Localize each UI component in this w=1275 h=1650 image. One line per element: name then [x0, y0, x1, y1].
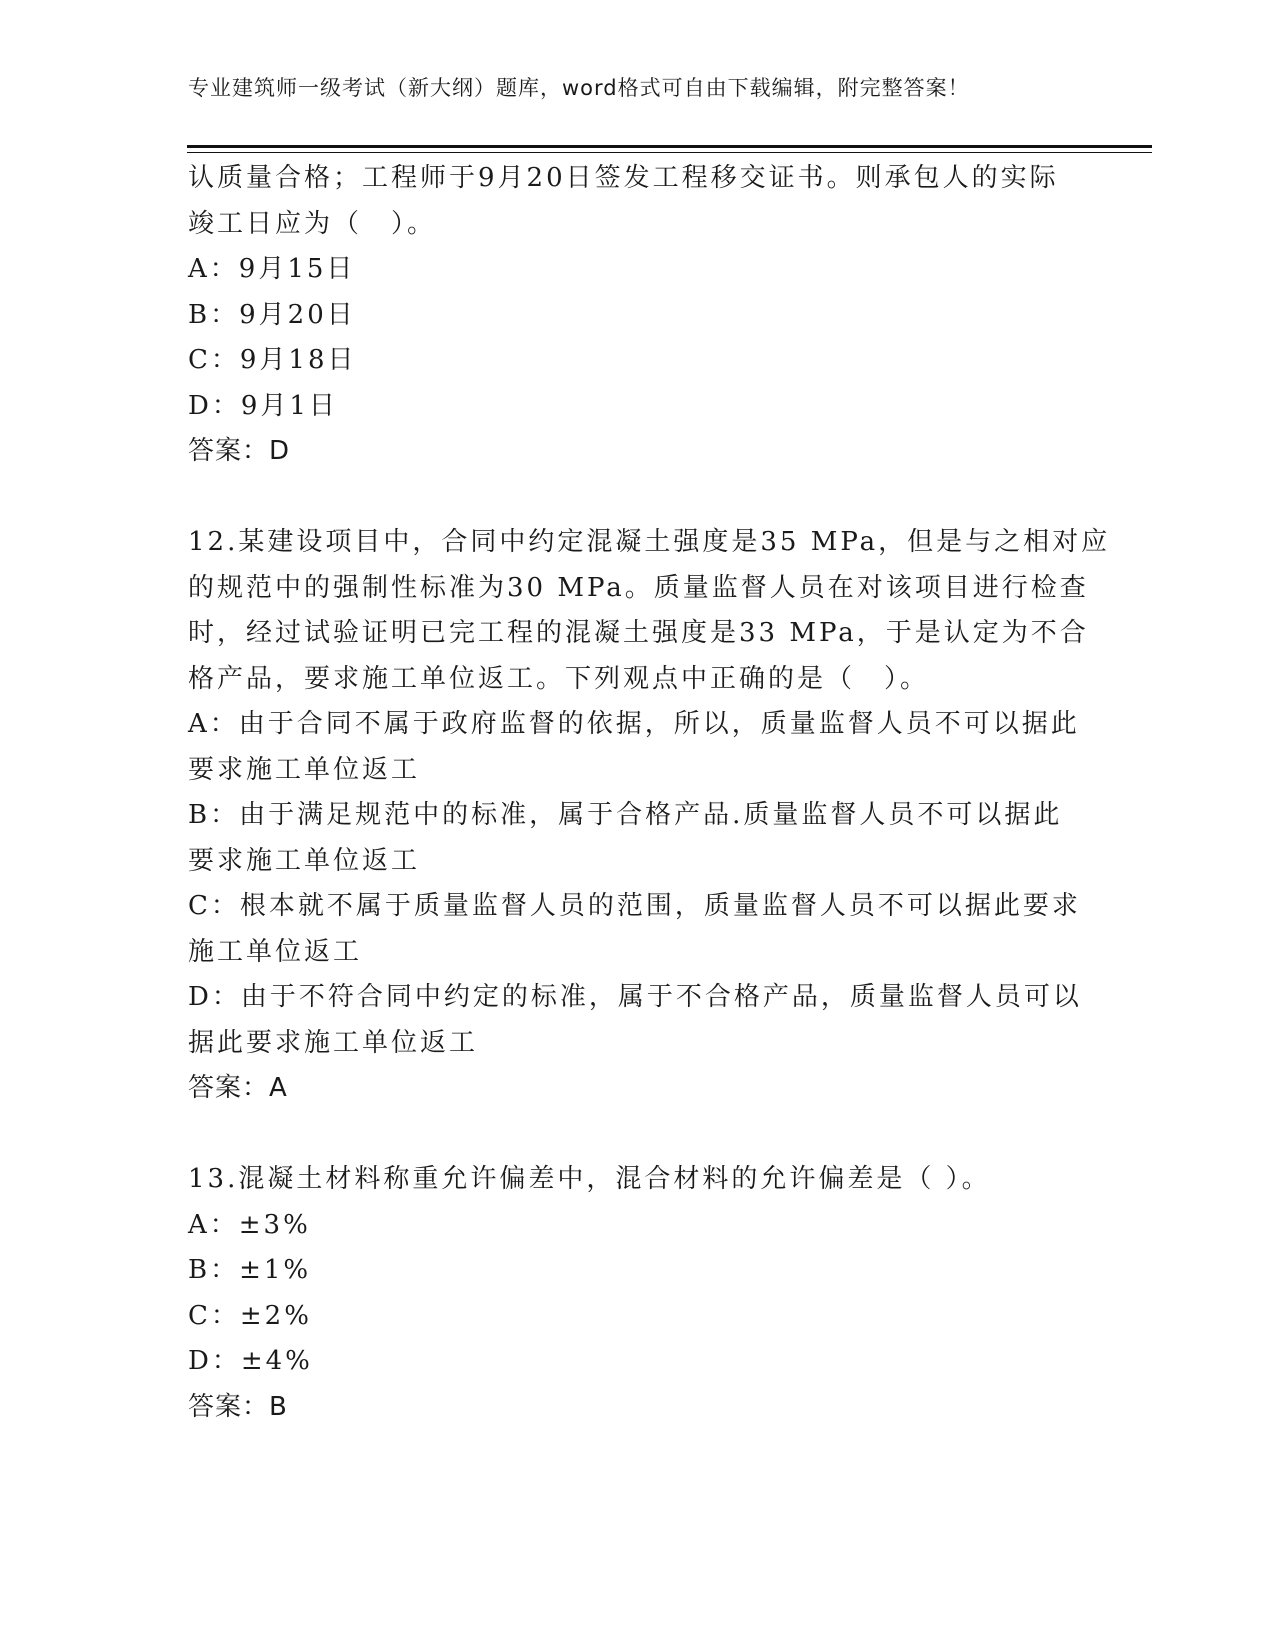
question-12: [188, 520, 1111, 1112]
option-c: C：根本就不属于质量监督人员的范围，质量监督人员不可以据此要求: [188, 891, 1081, 921]
option-b: B：9月20日: [188, 299, 356, 330]
option-d: D：9月1日: [188, 390, 338, 421]
document-body: [188, 156, 1111, 1430]
answer-line: 答案：D: [188, 436, 291, 466]
question-stem-line: 13.混凝土材料称重允许偏差中，混合材料的允许偏差是（ ）。: [188, 1164, 991, 1194]
question-13: [188, 1157, 1088, 1430]
option-c-continued: 施工单位返工: [188, 936, 363, 967]
question-stem-line: 竣工日应为（ ）。: [188, 208, 437, 239]
question-stem-line: 格产品，要求施工单位返工。下列观点中正确的是（ ）。: [188, 663, 930, 694]
question-11: [188, 156, 1088, 475]
option-d-continued: 据此要求施工单位返工: [188, 1027, 479, 1058]
header-rule-thin: [187, 152, 1152, 153]
option-c: C：±2%: [188, 1300, 312, 1331]
option-d: D：±4%: [188, 1346, 313, 1376]
option-b-continued: 要求施工单位返工: [188, 845, 421, 876]
question-spacer: [188, 1112, 1088, 1158]
option-a-continued: 要求施工单位返工: [188, 754, 421, 785]
question-stem-line: 的规范中的强制性标准为30 MPa。质量监督人员在对该项目进行检查: [188, 572, 1089, 603]
option-a: A：±3%: [188, 1209, 311, 1240]
answer-line: 答案：B: [188, 1391, 288, 1422]
header-rule-thick: [187, 145, 1152, 148]
question-stem-line: 12.某建设项目中，合同中约定混凝土强度是35 MPa，但是与之相对应: [188, 527, 1111, 557]
question-stem-line: 时，经过试验证明已完工程的混凝土强度是33 MPa，于是认定为不合: [188, 618, 1089, 648]
page-header: 专业建筑师一级考试（新大纲）题库，word格式可自由下载编辑，附完整答案！: [188, 76, 970, 100]
option-b: B：±1%: [188, 1255, 312, 1285]
answer-line: 答案：A: [188, 1073, 288, 1103]
question-spacer: [188, 475, 1088, 521]
option-a: A：9月15日: [188, 254, 356, 284]
option-b: B：由于满足规范中的标准，属于合格产品.质量监督人员不可以据此: [188, 800, 1063, 830]
question-stem-line: 认质量合格；工程师于9月20日签发工程移交证书。则承包人的实际: [188, 163, 1059, 193]
option-c: C：9月18日: [188, 345, 357, 375]
option-d: D：由于不符合同中约定的标准，属于不合格产品，质量监督人员可以: [188, 982, 1082, 1012]
option-a: A：由于合同不属于政府监督的依据，所以，质量监督人员不可以据此: [188, 709, 1080, 739]
